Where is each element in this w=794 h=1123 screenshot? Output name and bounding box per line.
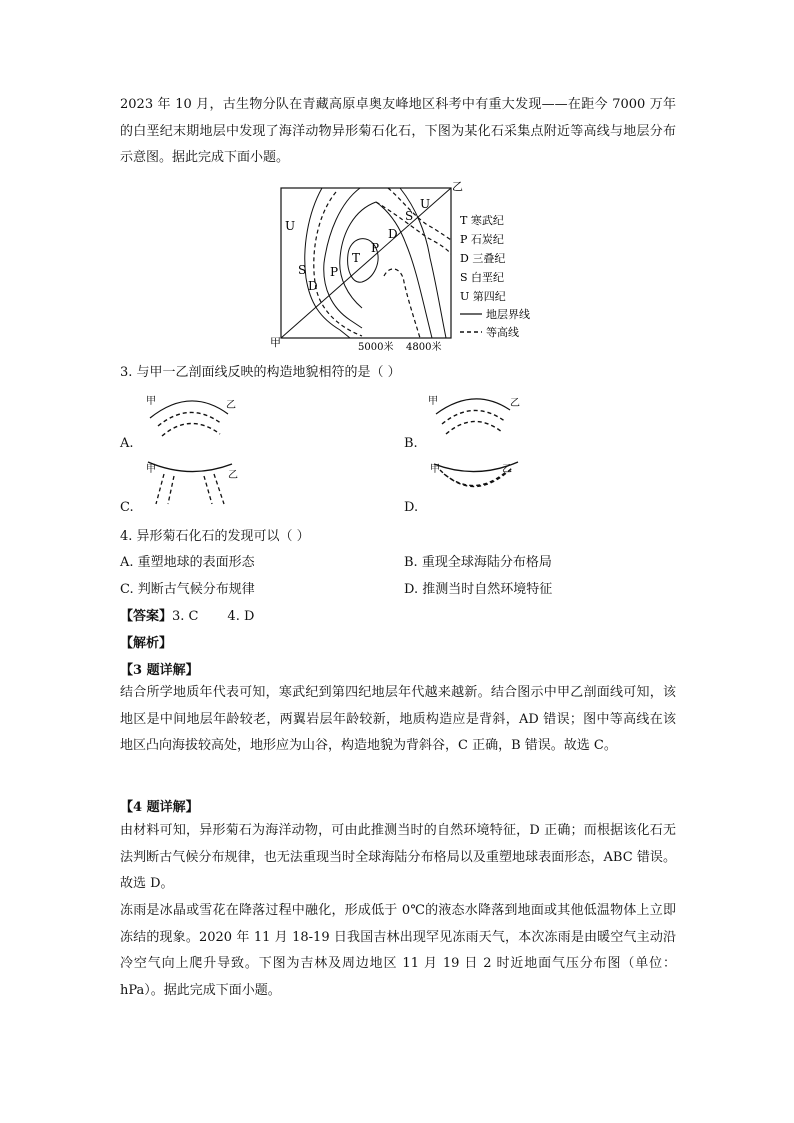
strata-boundary-outer [305,188,350,338]
svg-text:甲: 甲 [146,396,156,407]
detail3-text: 结合所学地质年代表可知，寒武纪到第四纪地层年代越来越新。结合图示中甲乙剖面线可知，该地区是中间地层年龄较老，两翼岩层年龄较新，地质构造应是背斜，AD 错误；图中等高线在该地区凸向海拔较高处，地形应为山谷，构造地貌为背斜谷，C 正确，B 错误。故选 C。 [120,685,676,753]
next-passage: 冻雨是冰晶或雪花在降落过程中融化，形成低于 0℃的液态水降落到地面或其他低温物体上立即冻结的现象。2020 年 11 月 18-19 日我国吉林出现罕见冻雨天气，本次冻雨是由暖空气主动沿冷空气向上爬升导致。下图为吉林及周边地区 11 月 19 日 2 时近地面气压分布图（单位：hPa）。据此完成下面小题。 [120,903,676,998]
contour-label-5000: 5000米 [358,342,394,353]
svg-text:甲: 甲 [430,464,440,475]
detail4-label: 【4 题详解】 [120,800,199,815]
intro-paragraph: 2023 年 10 月，古生物分队在青藏高原卓奥友峰地区科考中有重大发现——在距今 7000 万年的白垩纪末期地层中发现了海洋动物异形菊石化石，下图为某化石采集点附近等高线与地层分布示意图。据此完成下面小题。 [120,97,676,165]
analysis-label: 【解析】 [120,636,173,651]
svg-text:甲: 甲 [146,464,156,475]
strata-letter-D-right: D [388,227,398,241]
svg-text:乙: 乙 [228,470,238,481]
q4-option-a[interactable]: A. 重塑地球的表面形态 [120,555,255,570]
q3-option-a[interactable]: A. [120,436,134,451]
q4-stem: 4. 异形菊石化石的发现可以（ ） [120,529,310,544]
q3-option-c-diagram [140,458,250,508]
q3-option-b[interactable]: B. [404,436,418,451]
legend-P: P 石炭纪 [460,233,504,246]
strata-contour-map [250,178,550,354]
strata-letter-S-left: S [298,263,307,277]
svg-text:乙: 乙 [226,400,236,411]
q4-option-c[interactable]: C. 判断古气候分布规律 [120,582,255,597]
q3-option-c[interactable]: C. [120,500,134,515]
strata-letter-S-right: S [405,209,414,223]
q3-option-b-diagram [422,392,532,442]
q3-stem: 3. 与甲一乙剖面线反映的构造地貌相符的是（ ） [120,365,401,380]
map-label-end: 乙 [452,180,463,193]
strata-letter-P-right: P [371,241,380,255]
q3-option-a-diagram [140,392,250,442]
detail3-label: 【3 题详解】 [120,663,199,678]
strata-letter-U-left: U [285,219,296,233]
answer-line [120,605,254,624]
q4-option-b[interactable]: B. 重现全球海陆分布格局 [404,555,552,570]
contour-4800 [384,269,420,338]
svg-text:乙: 乙 [502,464,512,475]
svg-text:乙: 乙 [510,398,520,409]
answer-label: 【答案】 [120,609,173,624]
strata-letter-T: T [352,251,361,265]
legend-S: S 白垩纪 [460,271,505,284]
legend-T: T 寒武纪 [460,214,504,227]
strata-letter-D-left: D [308,279,318,293]
legend-contour: 等高线 [486,326,519,339]
q3-option-d[interactable]: D. [404,500,419,515]
contour-label-4800: 4800米 [406,342,442,353]
strata-letter-P-left: P [330,265,339,279]
legend-boundary: 地层界线 [486,308,530,321]
legend-D: D 三叠纪 [460,252,506,265]
map-label-start: 甲 [270,336,281,349]
answer-text: 3. C 4. D [172,609,255,624]
strata-letter-U-right: U [420,197,431,211]
q4-option-d[interactable]: D. 推测当时自然环境特征 [404,582,553,597]
svg-text:甲: 甲 [428,396,438,407]
q3-option-d-diagram [426,458,536,508]
legend-U: U 第四纪 [460,290,506,303]
detail4-text: 由材料可知，异形菊石为海洋动物，可由此推测当时的自然环境特征，D 正确；而根据该化石无法判断古气候分布规律，也无法重现当时全球海陆分布格局以及重塑地球表面形态，ABC 错误。故选 D。 [120,823,676,891]
